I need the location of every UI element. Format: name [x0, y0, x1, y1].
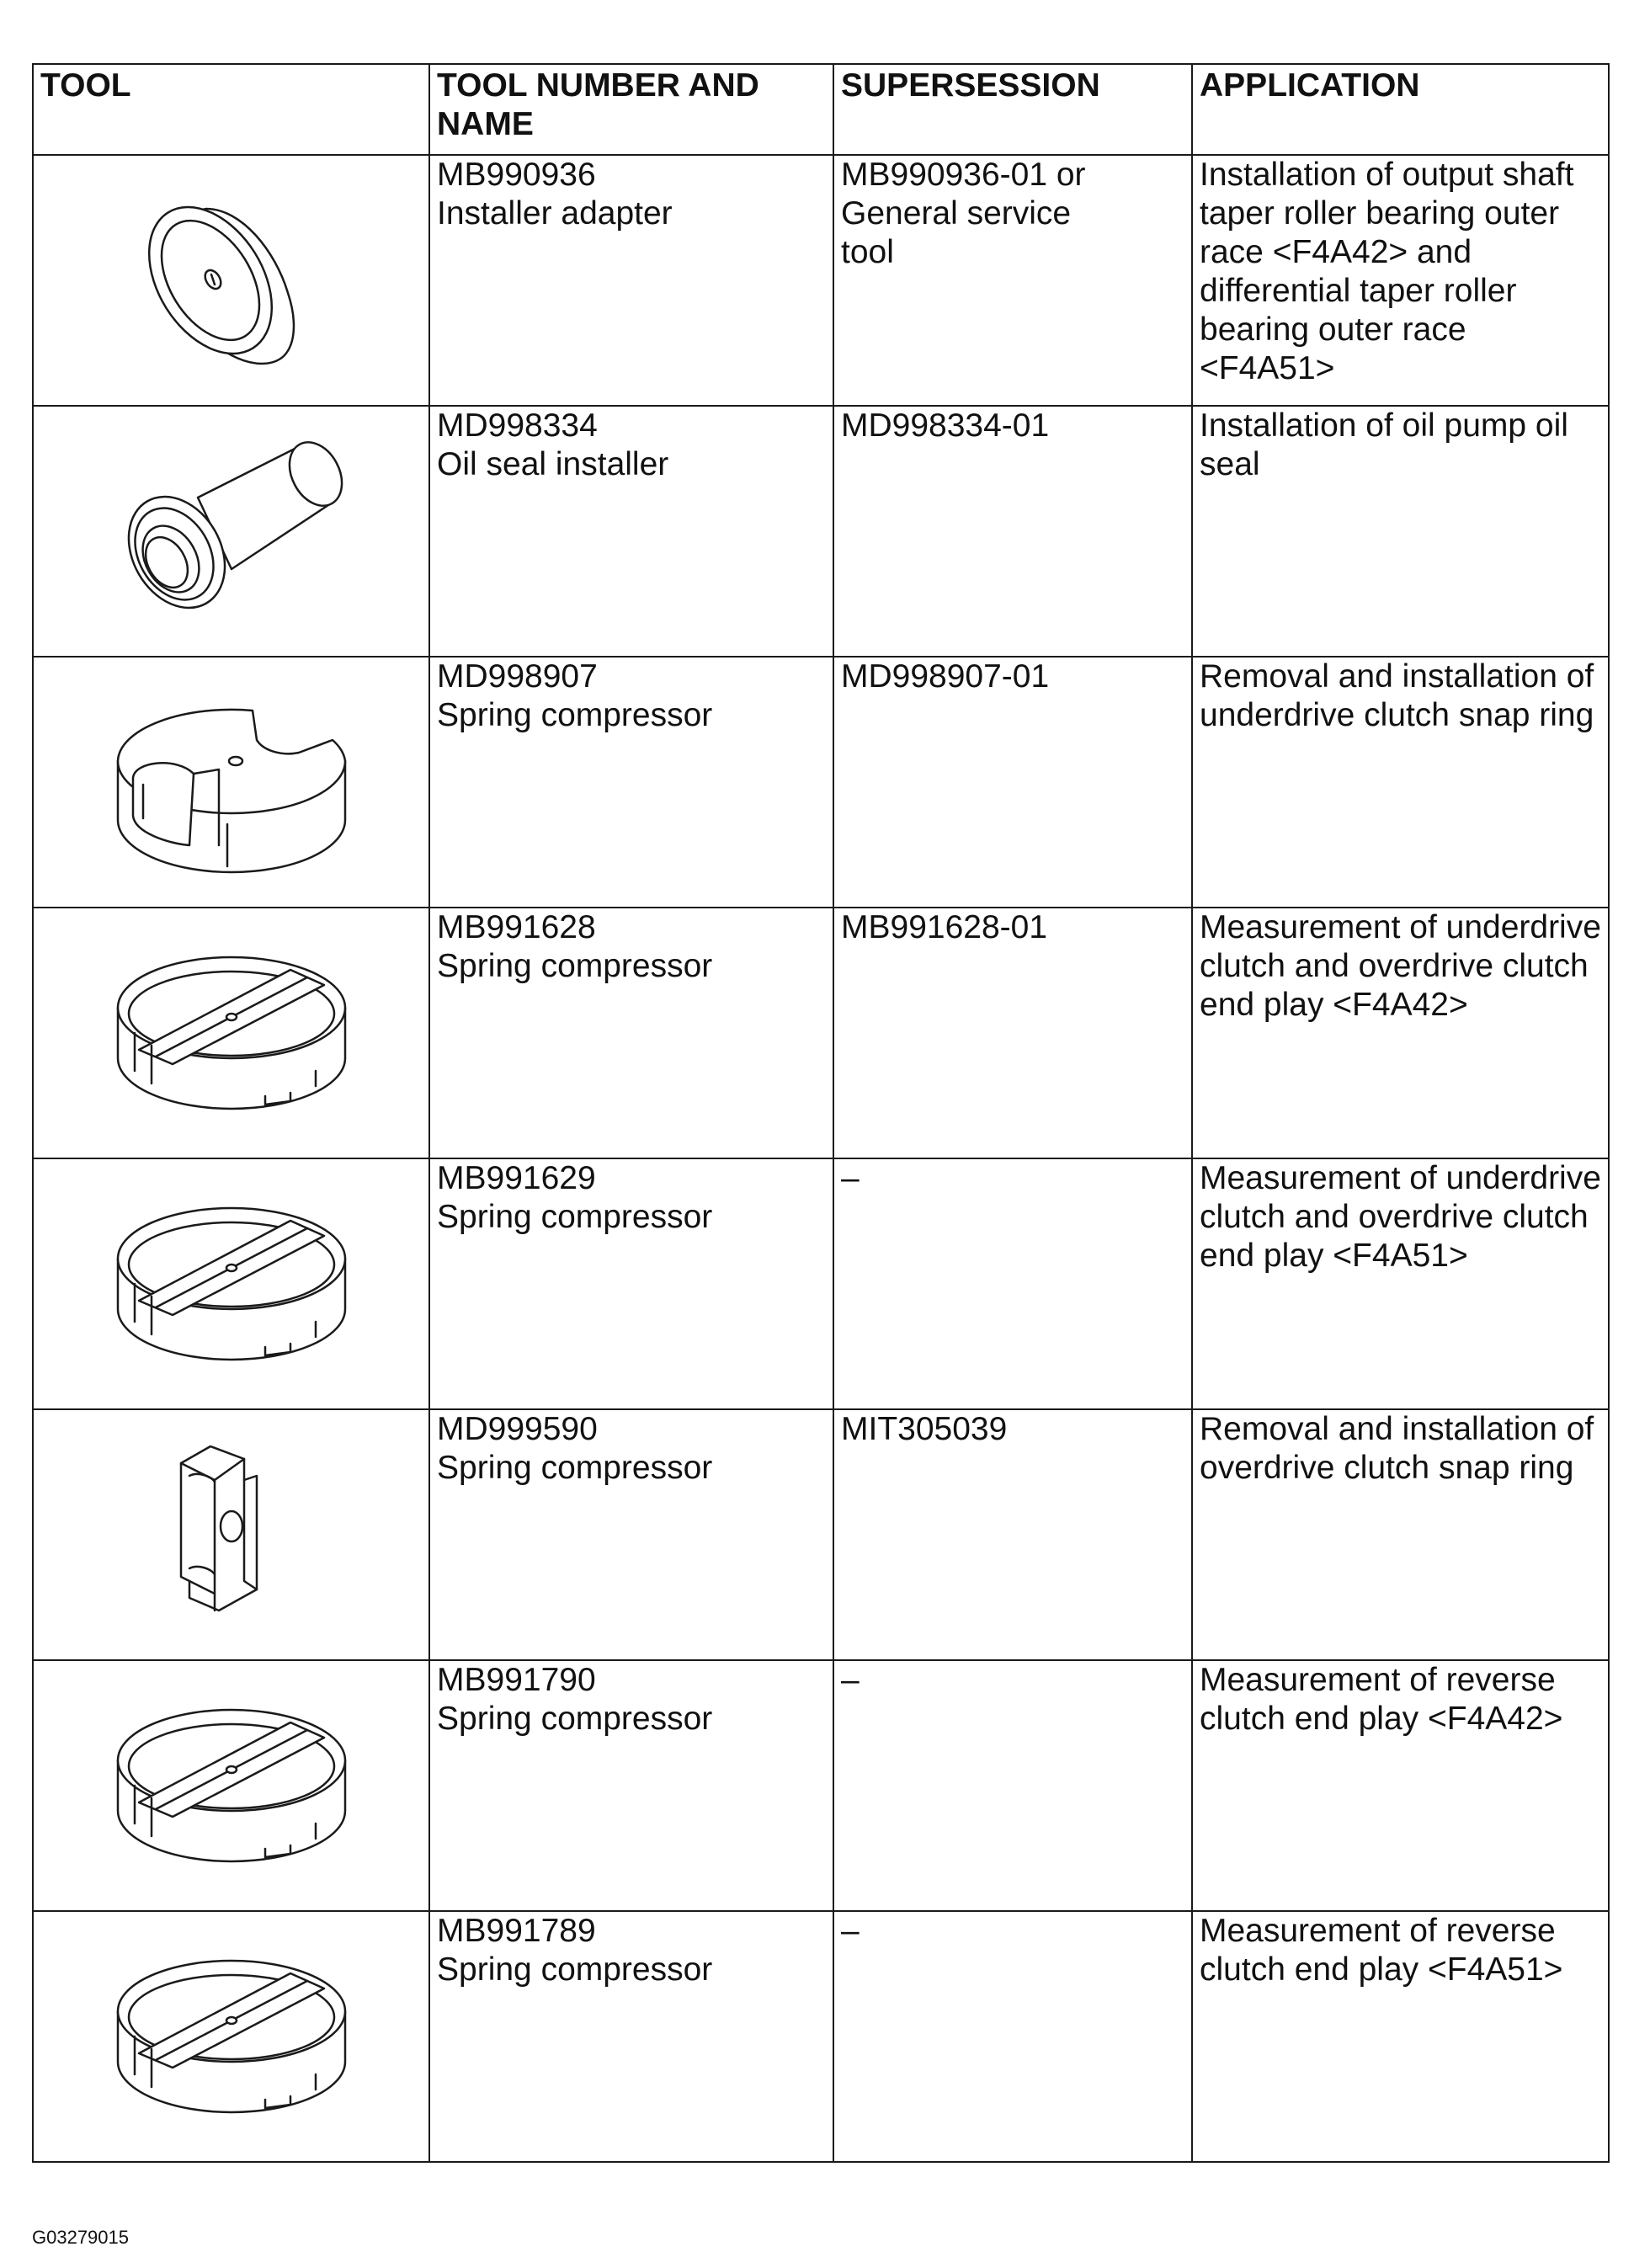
tool-number-and-name-cell [429, 1409, 833, 1660]
header-tool-number-and-name: TOOL NUMBER AND NAME [429, 64, 833, 155]
application-cell [1192, 1158, 1609, 1409]
tool-number-and-name-cell [429, 1660, 833, 1911]
spring-compressor-bracket-drawing [164, 1429, 299, 1640]
supersession-cell [833, 1660, 1192, 1911]
supersession-text: – [841, 1662, 860, 1698]
application-cell [1192, 406, 1609, 657]
application-cell [1192, 657, 1609, 908]
supersession-text: MB990936-01 or General service tool [841, 157, 1086, 270]
tool-illustration-cell [33, 657, 429, 908]
tool-number: MD998334 [437, 407, 598, 444]
oil-seal-installer-drawing [105, 426, 358, 636]
application-text: Installation of output shaft taper roller bearing outer race <F4A42> and differential taper roller bearing outer race <F4A51> [1200, 157, 1574, 386]
application-text: Removal and installation of overdrive clutch snap ring [1200, 1411, 1594, 1486]
tool-illustration-cell [33, 406, 429, 657]
application-cell [1192, 1660, 1609, 1911]
header-supersession: SUPERSESSION [833, 64, 1192, 155]
application-cell [1192, 908, 1609, 1158]
supersession-cell [833, 908, 1192, 1158]
tool-number-and-name-cell [429, 155, 833, 406]
tool-number: MD999590 [437, 1411, 598, 1447]
supersession-cell [833, 1409, 1192, 1660]
application-cell [1192, 1911, 1609, 2162]
tool-name: Spring compressor [437, 697, 713, 733]
table-row [33, 1409, 1609, 1660]
table-row [33, 908, 1609, 1158]
tool-number: MB991628 [437, 909, 596, 945]
tool-name: Spring compressor [437, 1199, 713, 1235]
installer-adapter-drawing [130, 175, 333, 386]
tool-number-and-name-cell [429, 1158, 833, 1409]
spring-compressor-ring-drawing [34, 936, 428, 1130]
application-text: Measurement of reverse clutch end play <F4A51> [1200, 1913, 1563, 1988]
supersession-cell [833, 1911, 1192, 2162]
table-row [33, 657, 1609, 908]
tool-number-and-name-cell [429, 657, 833, 908]
supersession-text: MB991628-01 [841, 909, 1048, 945]
tool-name: Installer adapter [437, 195, 673, 232]
supersession-text: MD998334-01 [841, 407, 1050, 444]
tool-number: MB991629 [437, 1160, 596, 1196]
tool-number-and-name-cell [429, 406, 833, 657]
table-row [33, 155, 1609, 406]
table-row [33, 1158, 1609, 1409]
supersession-cell [833, 1158, 1192, 1409]
tool-name: Spring compressor [437, 1951, 713, 1988]
tool-illustration-cell [33, 1158, 429, 1409]
application-text: Measurement of underdrive clutch and overdrive clutch end play <F4A51> [1200, 1160, 1601, 1274]
tool-number-and-name-cell [429, 1911, 833, 2162]
spring-compressor-cutout-drawing [109, 677, 354, 887]
header-application: APPLICATION [1192, 64, 1609, 155]
application-text: Removal and installation of underdrive clutch snap ring [1200, 658, 1594, 733]
tool-number: MD998907 [437, 658, 598, 695]
supersession-cell [833, 657, 1192, 908]
application-text: Measurement of reverse clutch end play <F4A42> [1200, 1662, 1563, 1737]
table-row [33, 1660, 1609, 1911]
supersession-cell [833, 155, 1192, 406]
tool-illustration-cell [33, 1660, 429, 1911]
spring-compressor-ring-drawing [34, 1689, 428, 1882]
application-cell [1192, 155, 1609, 406]
tool-name: Spring compressor [437, 1450, 713, 1486]
table-header-row [33, 64, 1609, 155]
application-cell [1192, 1409, 1609, 1660]
application-text: Installation of oil pump oil seal [1200, 407, 1568, 482]
supersession-text: MIT305039 [841, 1411, 1008, 1447]
supersession-text: – [841, 1913, 860, 1949]
spring-compressor-ring-drawing [34, 1187, 428, 1381]
tool-illustration-cell [33, 155, 429, 406]
application-text: Measurement of underdrive clutch and overdrive clutch end play <F4A42> [1200, 909, 1601, 1023]
table-row [33, 1911, 1609, 2162]
spring-compressor-ring-drawing [34, 1940, 428, 2133]
tool-name: Oil seal installer [437, 446, 669, 482]
figure-code: G03279015 [32, 2227, 129, 2248]
header-tool: TOOL [33, 64, 429, 155]
tool-number: MB990936 [437, 157, 596, 193]
tool-illustration-cell [33, 1409, 429, 1660]
supersession-text: MD998907-01 [841, 658, 1050, 695]
table-row [33, 406, 1609, 657]
tool-illustration-cell [33, 1911, 429, 2162]
tools-table [32, 63, 1610, 2163]
supersession-cell [833, 406, 1192, 657]
tool-number: MB991790 [437, 1662, 596, 1698]
tool-name: Spring compressor [437, 1701, 713, 1737]
supersession-text: – [841, 1160, 860, 1196]
tool-number-and-name-cell [429, 908, 833, 1158]
tool-illustration-cell [33, 908, 429, 1158]
tool-number: MB991789 [437, 1913, 596, 1949]
tool-name: Spring compressor [437, 948, 713, 984]
